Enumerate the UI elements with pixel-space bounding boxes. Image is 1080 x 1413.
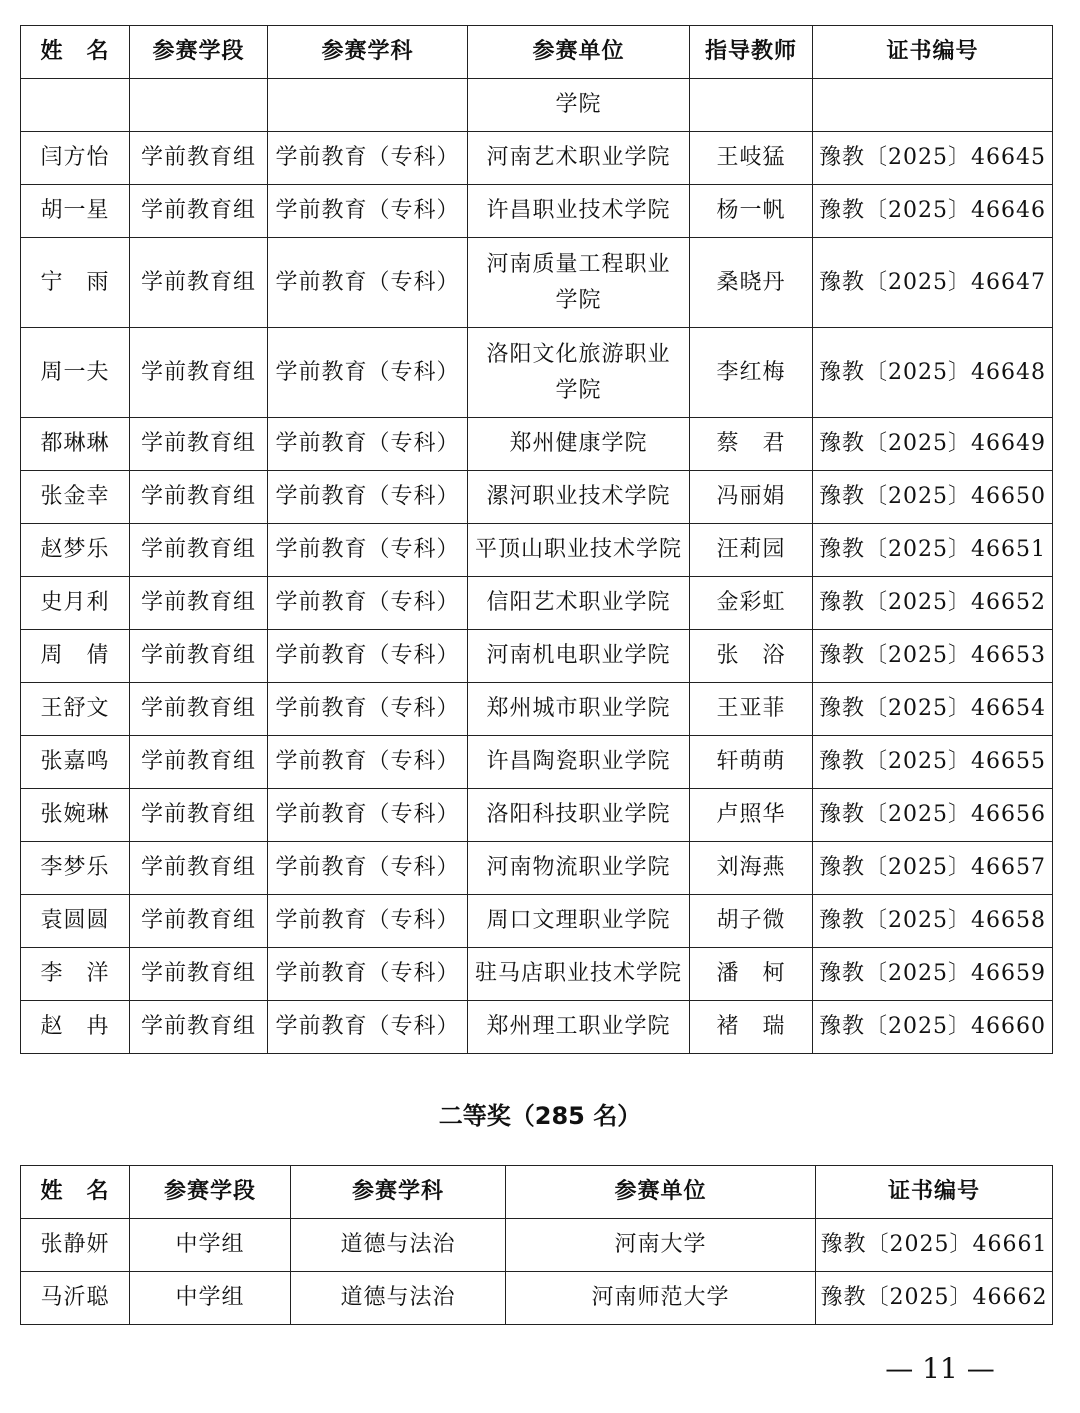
table-row [21,1219,1053,1272]
cell-unit: 河南机电职业学院 [468,630,690,683]
cell-unit: 平顶山职业技术学院 [468,524,690,577]
header-name: 姓 名 [21,1166,130,1219]
cell-unit [468,238,690,328]
table-row [21,1272,1053,1325]
table-row [21,948,1053,1001]
cell-stage [130,79,268,132]
cell-subject: 学前教育（专科） [268,418,468,471]
cell-name: 赵梦乐 [21,524,130,577]
cell-teacher: 汪莉园 [690,524,813,577]
header-unit: 参赛单位 [506,1166,816,1219]
cell-certificate: 豫教〔2025〕46647 [813,238,1053,328]
table-row [21,185,1053,238]
table-row [21,418,1053,471]
cell-certificate: 豫教〔2025〕46651 [813,524,1053,577]
cell-name: 周 倩 [21,630,130,683]
cell-unit: 漯河职业技术学院 [468,471,690,524]
cell-unit: 洛阳科技职业学院 [468,789,690,842]
cell-name: 李梦乐 [21,842,130,895]
cell-name: 张婉琳 [21,789,130,842]
cell-certificate: 豫教〔2025〕46648 [813,328,1053,418]
cell-name: 张静妍 [21,1219,130,1272]
cell-certificate: 豫教〔2025〕46662 [816,1272,1053,1325]
cell-unit: 郑州城市职业学院 [468,683,690,736]
cell-name: 袁圆圆 [21,895,130,948]
cell-certificate: 豫教〔2025〕46658 [813,895,1053,948]
cell-name: 史月利 [21,577,130,630]
cell-name: 都琳琳 [21,418,130,471]
table-row [21,471,1053,524]
cell-certificate: 豫教〔2025〕46649 [813,418,1053,471]
cell-teacher: 冯丽娟 [690,471,813,524]
cell-subject: 学前教育（专科） [268,736,468,789]
header-stage: 参赛学段 [130,26,268,79]
table-row [21,328,1053,418]
cell-stage: 学前教育组 [130,524,268,577]
cell-name [21,79,130,132]
cell-unit: 郑州理工职业学院 [468,1001,690,1054]
cell-subject: 学前教育（专科） [268,328,468,418]
cell-unit [468,328,690,418]
cell-certificate: 豫教〔2025〕46645 [813,132,1053,185]
cell-unit: 许昌职业技术学院 [468,185,690,238]
cell-subject: 学前教育（专科） [268,238,468,328]
cell-stage: 学前教育组 [130,683,268,736]
cell-subject: 道德与法治 [291,1219,506,1272]
cell-subject: 学前教育（专科） [268,630,468,683]
cell-teacher [690,79,813,132]
cell-teacher: 褚 瑞 [690,1001,813,1054]
cell-teacher: 金彩虹 [690,577,813,630]
cell-name: 闫方怡 [21,132,130,185]
cell-name: 马沂聪 [21,1272,130,1325]
cell-subject: 学前教育（专科） [268,895,468,948]
cell-unit: 郑州健康学院 [468,418,690,471]
cell-subject: 学前教育（专科） [268,948,468,1001]
section-title: 二等奖（285 名） [438,1102,642,1130]
cell-teacher: 潘 柯 [690,948,813,1001]
cell-teacher: 蔡 君 [690,418,813,471]
cell-stage: 学前教育组 [130,185,268,238]
header-subject: 参赛学科 [268,26,468,79]
table-row [21,238,1053,328]
cell-stage: 中学组 [130,1219,291,1272]
cell-subject: 学前教育（专科） [268,132,468,185]
cell-subject [268,79,468,132]
cell-certificate: 豫教〔2025〕46656 [813,789,1053,842]
cell-subject: 学前教育（专科） [268,683,468,736]
cell-stage: 学前教育组 [130,842,268,895]
header-stage: 参赛学段 [130,1166,291,1219]
cell-certificate: 豫教〔2025〕46655 [813,736,1053,789]
cell-subject: 学前教育（专科） [268,789,468,842]
cell-teacher: 桑晓丹 [690,238,813,328]
table-row [21,1001,1053,1054]
cell-name: 周一夫 [21,328,130,418]
cell-name: 张嘉鸣 [21,736,130,789]
cell-stage: 学前教育组 [130,328,268,418]
cell-certificate: 豫教〔2025〕46654 [813,683,1053,736]
award-table-second-prize [20,1165,1053,1325]
cell-name: 张金幸 [21,471,130,524]
table-row [21,79,1053,132]
cell-unit: 驻马店职业技术学院 [468,948,690,1001]
cell-stage: 学前教育组 [130,132,268,185]
cell-unit-text: 河南质量工程职业学院 [486,251,671,313]
page-number: — 11 — [885,1352,995,1385]
cell-name: 胡一星 [21,185,130,238]
header-name: 姓 名 [21,26,130,79]
cell-unit: 河南艺术职业学院 [468,132,690,185]
table-row [21,895,1053,948]
cell-teacher: 胡子微 [690,895,813,948]
cell-stage: 中学组 [130,1272,291,1325]
cell-teacher: 轩萌萌 [690,736,813,789]
cell-stage: 学前教育组 [130,418,268,471]
table-header-row [21,26,1053,79]
cell-stage: 学前教育组 [130,577,268,630]
cell-teacher: 王亚菲 [690,683,813,736]
cell-unit: 河南物流职业学院 [468,842,690,895]
table-row [21,577,1053,630]
cell-subject: 学前教育（专科） [268,185,468,238]
cell-stage: 学前教育组 [130,630,268,683]
cell-certificate: 豫教〔2025〕46657 [813,842,1053,895]
cell-certificate: 豫教〔2025〕46659 [813,948,1053,1001]
cell-subject: 学前教育（专科） [268,842,468,895]
cell-stage: 学前教育组 [130,1001,268,1054]
cell-unit: 河南大学 [506,1219,816,1272]
table-row [21,842,1053,895]
cell-unit-text: 洛阳文化旅游职业学院 [486,341,671,403]
table-row [21,683,1053,736]
cell-teacher: 张 浴 [690,630,813,683]
header-certificate: 证书编号 [816,1166,1053,1219]
table-row [21,132,1053,185]
cell-teacher: 刘海燕 [690,842,813,895]
cell-certificate: 豫教〔2025〕46660 [813,1001,1053,1054]
cell-name: 李 洋 [21,948,130,1001]
cell-unit: 河南师范大学 [506,1272,816,1325]
table-row [21,524,1053,577]
cell-certificate: 豫教〔2025〕46652 [813,577,1053,630]
cell-unit: 周口文理职业学院 [468,895,690,948]
cell-subject: 道德与法治 [291,1272,506,1325]
table-header-row [21,1166,1053,1219]
cell-certificate: 豫教〔2025〕46646 [813,185,1053,238]
award-table-first-prize [20,25,1053,1054]
cell-certificate: 豫教〔2025〕46661 [816,1219,1053,1272]
cell-teacher: 杨一帆 [690,185,813,238]
cell-subject: 学前教育（专科） [268,1001,468,1054]
cell-stage: 学前教育组 [130,948,268,1001]
cell-subject: 学前教育（专科） [268,524,468,577]
header-subject: 参赛学科 [291,1166,506,1219]
cell-certificate: 豫教〔2025〕46650 [813,471,1053,524]
header-certificate: 证书编号 [813,26,1053,79]
table-row [21,789,1053,842]
cell-unit: 学院 [468,79,690,132]
cell-unit: 信阳艺术职业学院 [468,577,690,630]
cell-stage: 学前教育组 [130,736,268,789]
cell-name: 赵 冉 [21,1001,130,1054]
cell-certificate [813,79,1053,132]
cell-subject: 学前教育（专科） [268,577,468,630]
cell-certificate: 豫教〔2025〕46653 [813,630,1053,683]
cell-teacher: 卢照华 [690,789,813,842]
table-row [21,736,1053,789]
header-unit: 参赛单位 [468,26,690,79]
cell-name: 王舒文 [21,683,130,736]
table-row [21,630,1053,683]
cell-stage: 学前教育组 [130,895,268,948]
cell-teacher: 王岐猛 [690,132,813,185]
header-teacher: 指导教师 [690,26,813,79]
cell-stage: 学前教育组 [130,238,268,328]
cell-teacher: 李红梅 [690,328,813,418]
cell-name: 宁 雨 [21,238,130,328]
cell-stage: 学前教育组 [130,789,268,842]
cell-subject: 学前教育（专科） [268,471,468,524]
cell-unit: 许昌陶瓷职业学院 [468,736,690,789]
cell-stage: 学前教育组 [130,471,268,524]
